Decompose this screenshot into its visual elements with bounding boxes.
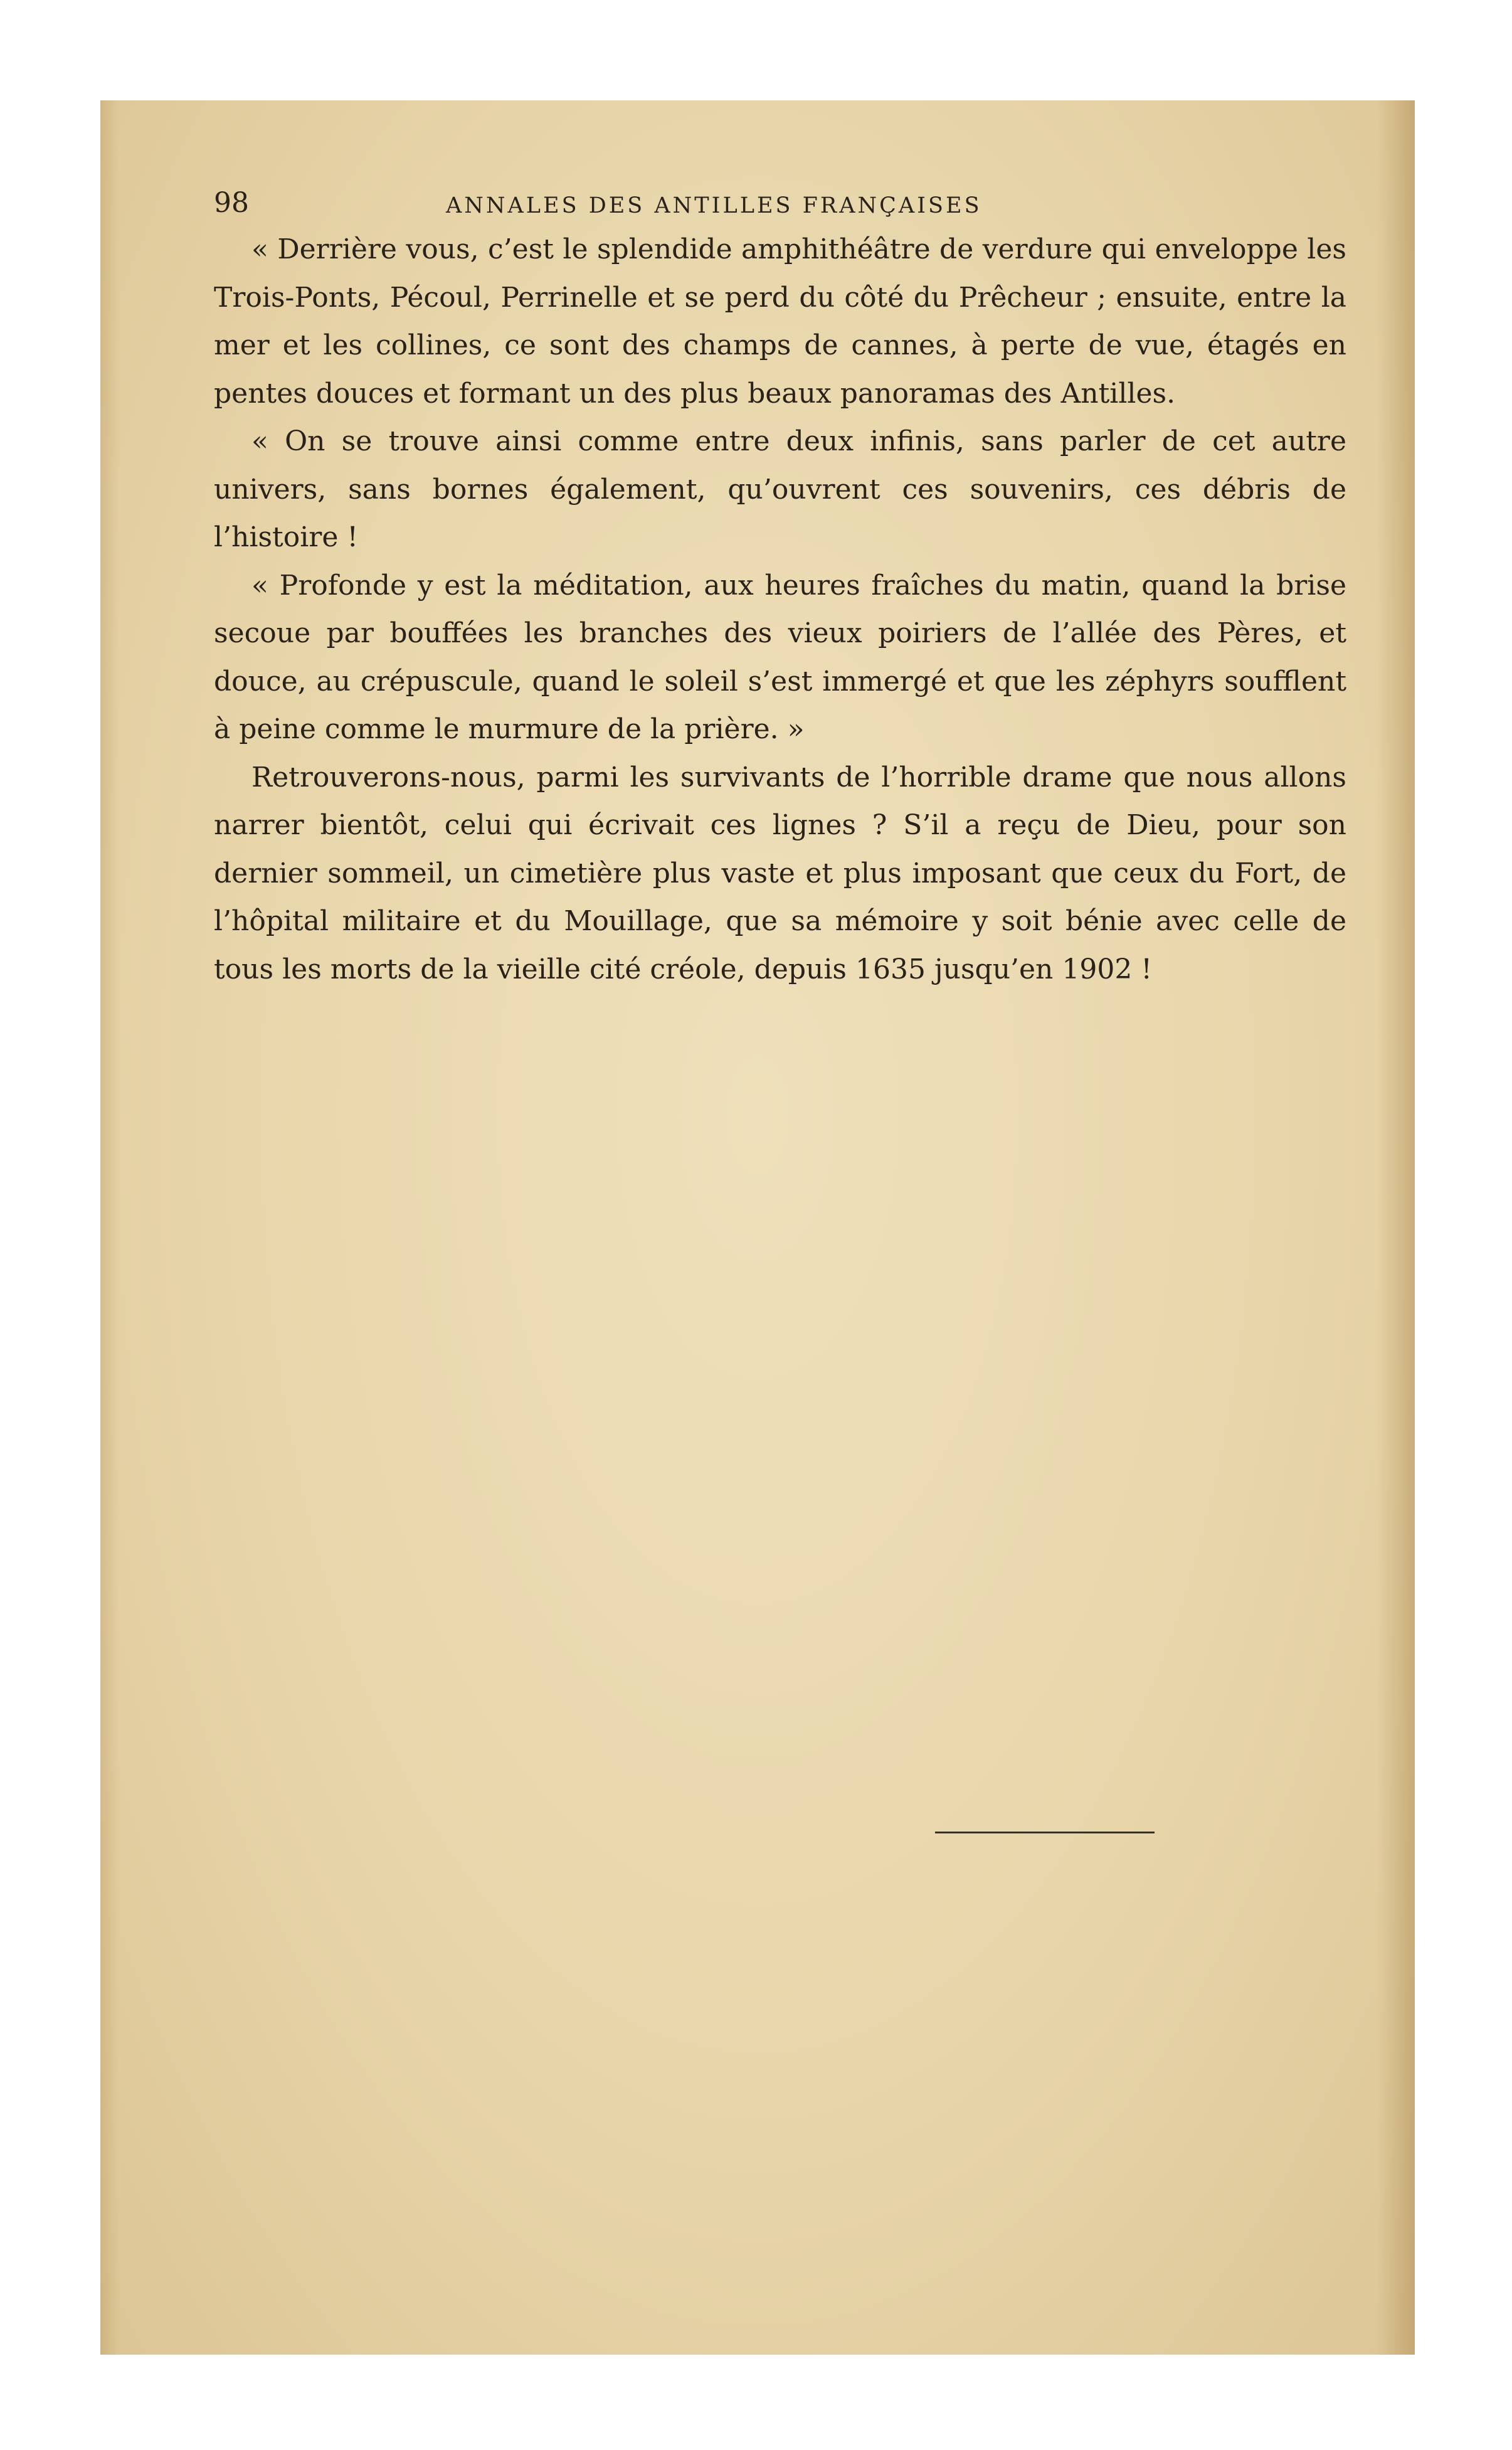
paragraph: Retrouverons-nous, parmi les survivants de l’horrible drame que nous allons narrer bientôt, celui qui écrivait ces lignes ? S’il a reçu de Dieu, pour son dernier sommeil, un cimetière plus vaste et plus imposant que ceux du Fort, de l’hôpital militaire et du Mouillage, que sa mémoire y soit bénie avec celle de tous les morts de la vieille cité créole, depuis 1635 jusqu’en 1902 ! bbox=[214, 761, 1346, 985]
paragraph: « Profonde y est la méditation, aux heures fraîches du matin, quand la brise secoue par bouffées les branches des vieux poiriers de l’allée des Pères, et douce, au crépuscule, quand le soleil s’est immergé et que les zéphyrs soufflent à peine comme le murmure de la prière. » bbox=[214, 569, 1346, 745]
section-rule bbox=[935, 1832, 1155, 1833]
running-title: ANNALES DES ANTILLES FRANÇAISES bbox=[446, 193, 982, 218]
running-head bbox=[214, 182, 1346, 226]
paragraph: « Derrière vous, c’est le splendide amphithéâtre de verdure qui enveloppe les Trois-Ponts, Pécoul, Perrinelle et se perd du côté du Prêcheur ; ensuite, entre la mer et les collines, ce sont des champs de cannes, à perte de vue, étagés en pentes douces et formant un des plus beaux panoramas des Antilles. bbox=[214, 233, 1346, 410]
body-text bbox=[214, 226, 1346, 994]
page-shadow-right bbox=[1377, 100, 1415, 2355]
page-number: 98 bbox=[214, 187, 249, 219]
page-shadow-left bbox=[100, 100, 119, 2355]
paragraph: « On se trouve ainsi comme entre deux infinis, sans parler de cet autre univers, sans bornes également, qu’ouvrent ces souvenirs, ces débris de l’histoire ! bbox=[214, 425, 1346, 553]
page-content bbox=[214, 182, 1346, 994]
